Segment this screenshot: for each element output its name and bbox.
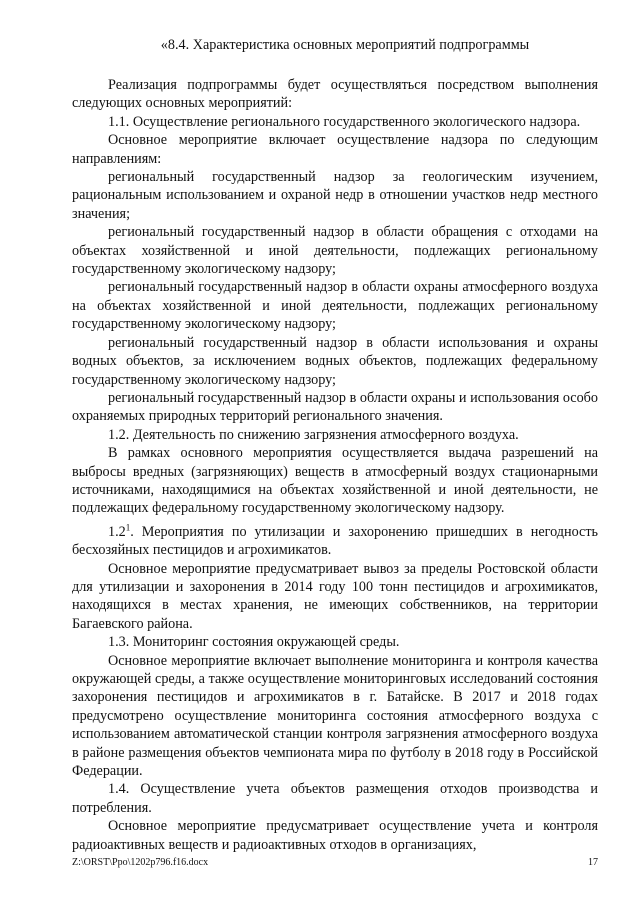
paragraph-intro: Реализация подпрограммы будет осуществляться посредством выполнения следующих основных мероприятий: <box>72 77 598 112</box>
paragraph-direction-water: региональный государственный надзор в области использования и охраны водных объектов, за исключением водных объектов, подлежащих федеральному государственному экологическому надзору; <box>72 334 598 388</box>
paragraph-1-4-description: Основное мероприятие предусматривает осуществление учета и контроля радиоактивных веществ и радиоактивных отходов в организациях, <box>72 818 598 853</box>
paragraph-1-3-description: Основное мероприятие включает выполнение мониторинга и контроля качества окружающей среды, а также осуществление мониторинговых исследований состояния захоронения пестицидов и агрохимикатов в г. Батайске. В 2017 и 2018 годах предусмотрено осуществление мониторинга состояния атмосферного воздуха с использованием автоматической станции контроля загрязнения атмосферного воздуха в районе размещения объектов чемпионата мира по футболу в 2018 году в Российской Федерации. <box>72 652 598 780</box>
section-title: «8.4. Характеристика основных мероприятий подпрограммы <box>160 37 530 53</box>
paragraph-item-1-3: 1.3. Мониторинг состояния окружающей среды. <box>108 634 400 651</box>
paragraph-direction-waste: региональный государственный надзор в области обращения с отходами на объектах хозяйственной и иной деятельности, подлежащих региональному государственному экологическому надзору; <box>72 224 598 278</box>
page-footer <box>72 857 598 869</box>
paragraph-1-2-description: В рамках основного мероприятия осуществляется выдача разрешений на выбросы вредных (загрязняющих) веществ в атмосферный воздух стационарными источниками, находящимися на объектах хозяйственной и иной деятельности, не подлежащих федеральному государственному экологическому надзору. <box>72 445 598 517</box>
paragraph-item-1-1: 1.1. Осуществление регионального государственного экологического надзора. <box>108 113 581 130</box>
document-page <box>72 36 598 854</box>
item-superscript: 1 <box>125 522 131 533</box>
footer-page-number: 17 <box>588 857 598 868</box>
paragraph-direction-protected-areas: региональный государственный надзор в области охраны и использования особо охраняемых природных территорий регионального значения. <box>72 389 598 425</box>
paragraph-item-1-4: 1.4. Осуществление учета объектов размещения отходов производства и потребления. <box>72 781 598 816</box>
paragraph-1-1-description: Основное мероприятие включает осуществление надзора по следующим направлениям: <box>72 132 598 167</box>
paragraph-item-1-2: 1.2. Деятельность по снижению загрязнения атмосферного воздуха. <box>108 426 519 443</box>
paragraph-1-2-1-description: Основное мероприятие предусматривает вывоз за пределы Ростовской области для утилизации и захоронения в 2014 году 100 тонн пестицидов и агрохимикатов, находящихся в местах хранения, не имеющих собственников, на территории Багаевского района. <box>72 560 598 632</box>
item-text: . Мероприятия по утилизации и захоронению пришедших в негодность бесхозяйных пестицидов и агрохимикатов. <box>72 523 598 559</box>
paragraph-direction-geology: региональный государственный надзор за геологическим изучением, рациональным использованием и охраной недр в отношении участков недр местного значения; <box>72 169 598 222</box>
item-number: 1.2 <box>108 523 126 540</box>
footer-file-path: Z:\ORST\Ppo\1202p796.f16.docx <box>72 857 209 868</box>
paragraph-item-1-2-1 <box>72 523 598 560</box>
paragraph-direction-air: региональный государственный надзор в области охраны атмосферного воздуха на объектах хозяйственной и иной деятельности, подлежащих региональному государственному экологическому надзору; <box>72 279 598 333</box>
